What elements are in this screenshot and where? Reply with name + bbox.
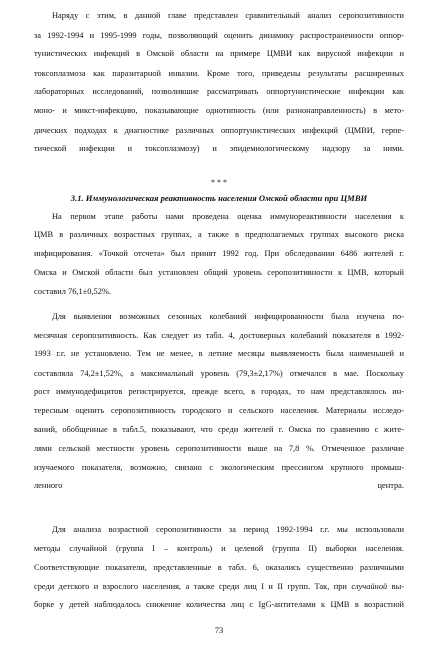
section-heading: 3.1. Иммунологическая реактивность населения Омской области при ЦМВИ xyxy=(70,193,368,204)
paragraph-intro-line-4: токсоплазмоза как паразитарной инвазии. Кроме того, приведены результаты расширенных xyxy=(34,68,404,78)
page-number: 73 xyxy=(214,625,224,635)
paragraph-4-line-5: борке у детей наблюдалось снижение количества лиц с IgG-антителами к ЦМВ в возрастной xyxy=(34,600,404,610)
section-separator: * * * xyxy=(211,178,227,188)
paragraph-3-line-4: составляла 74,2±1,52%, а максимальный уровень (79,3±2,17%) отмечался в мае. Поскольку xyxy=(34,368,404,378)
paragraph-4-line-4 xyxy=(34,582,404,592)
paragraph-3-line-10: ленного центра. xyxy=(34,481,404,490)
paragraph-2-line-1: На первом этапе работы нами проведена оценка иммунореактивности населения к xyxy=(52,211,404,221)
paragraph-2-line-4: Омска и Омской области был установлен общий уровень серопозитивности к ЦМВ, который xyxy=(34,267,404,277)
paragraph-4-line-4-start: среди детского и взрослого населения, а также среди лиц I и II групп. Так, при xyxy=(34,582,352,591)
paragraph-3-line-2: месячная серопозитивность. Как следует из табл. 4, достоверных колебаний показателя в 1992- xyxy=(34,330,404,340)
paragraph-intro-line-5: лабораторных исследований, позволившие рассматривать оппортунистические инфекции как xyxy=(34,86,404,96)
paragraph-3-line-1: Для выявления возможных сезонных колебаний инфицированности была изучена по- xyxy=(52,311,404,321)
paragraph-2-line-3: инфицирования. «Точкой отсчета» был принят 1992 год. При обследовании 6486 жителей г. xyxy=(34,249,404,259)
paragraph-3-line-5: рост иммунодефицитов регистрируется, прежде всего, в городах, то нам представлялось ин- xyxy=(34,387,404,397)
paragraph-4-line-2: методы случайной (группа I – контроль) и целевой (группа II) выборки населения. xyxy=(34,544,404,554)
paragraph-3-line-3: 1993 г.г. не установлено. Тем не менее, в летние месяцы выявляемость была наименьшей и xyxy=(34,349,404,359)
paragraph-intro-line-2: за 1992-1994 и 1995-1999 годы, позволяющий оценить динамику распространенности оппор- xyxy=(34,30,404,40)
paragraph-4-line-3: Соответствующие показатели, представленные в табл. 6, оказались существенно различными xyxy=(34,562,404,572)
paragraph-intro-line-8: тической инфекции и токсоплазмозу) и эпидемиологическому надзору за ними. xyxy=(34,144,404,153)
paragraph-4-line-4-end: вы- xyxy=(387,582,404,591)
paragraph-intro-line-1: Наряду с этим, в данной главе представлен сравнительный анализ серопозитивности xyxy=(52,11,404,21)
paragraph-intro-line-7: дических подходах к диагностике различных оппортунистических инфекций (ЦМВИ, герпе- xyxy=(34,125,404,135)
paragraph-3-line-6: тересным оценить серопозитивность городского и сельского населения. Материалы исследо- xyxy=(34,406,404,416)
paragraph-4-line-4-italic: случайной xyxy=(351,582,388,591)
paragraph-3-line-8: лями сельской местности уровень серопозитивности выше на 7,8 %. Отмеченное различие xyxy=(34,444,404,454)
paragraph-intro-line-6: моно- и микст-инфекцию, показывающие однотипность (или разнонаправленность) в мето- xyxy=(34,106,404,116)
paragraph-2-line-2: ЦМВ в различных возрастных группах, а также в предполагаемых группах высокого риска xyxy=(34,230,404,239)
paragraph-intro-line-3: тунистических инфекций в Омской области на примере ЦМВИ как вирусной инфекции и xyxy=(34,49,404,59)
paragraph-4-line-1: Для анализа возрастной серопозитивности за период 1992-1994 г.г. мы использовали xyxy=(52,524,404,534)
paragraph-2-line-5: составил 76,1±0,52%. xyxy=(34,287,111,296)
paragraph-3-line-9: изучаемого показателя, возможно, связано с экологическим прессингом крупного промыш- xyxy=(34,462,404,472)
paragraph-3-line-7: ваний, обобщенные в табл.5, показывают, что среди жителей г. Омска по сравнению с жите- xyxy=(34,424,404,434)
